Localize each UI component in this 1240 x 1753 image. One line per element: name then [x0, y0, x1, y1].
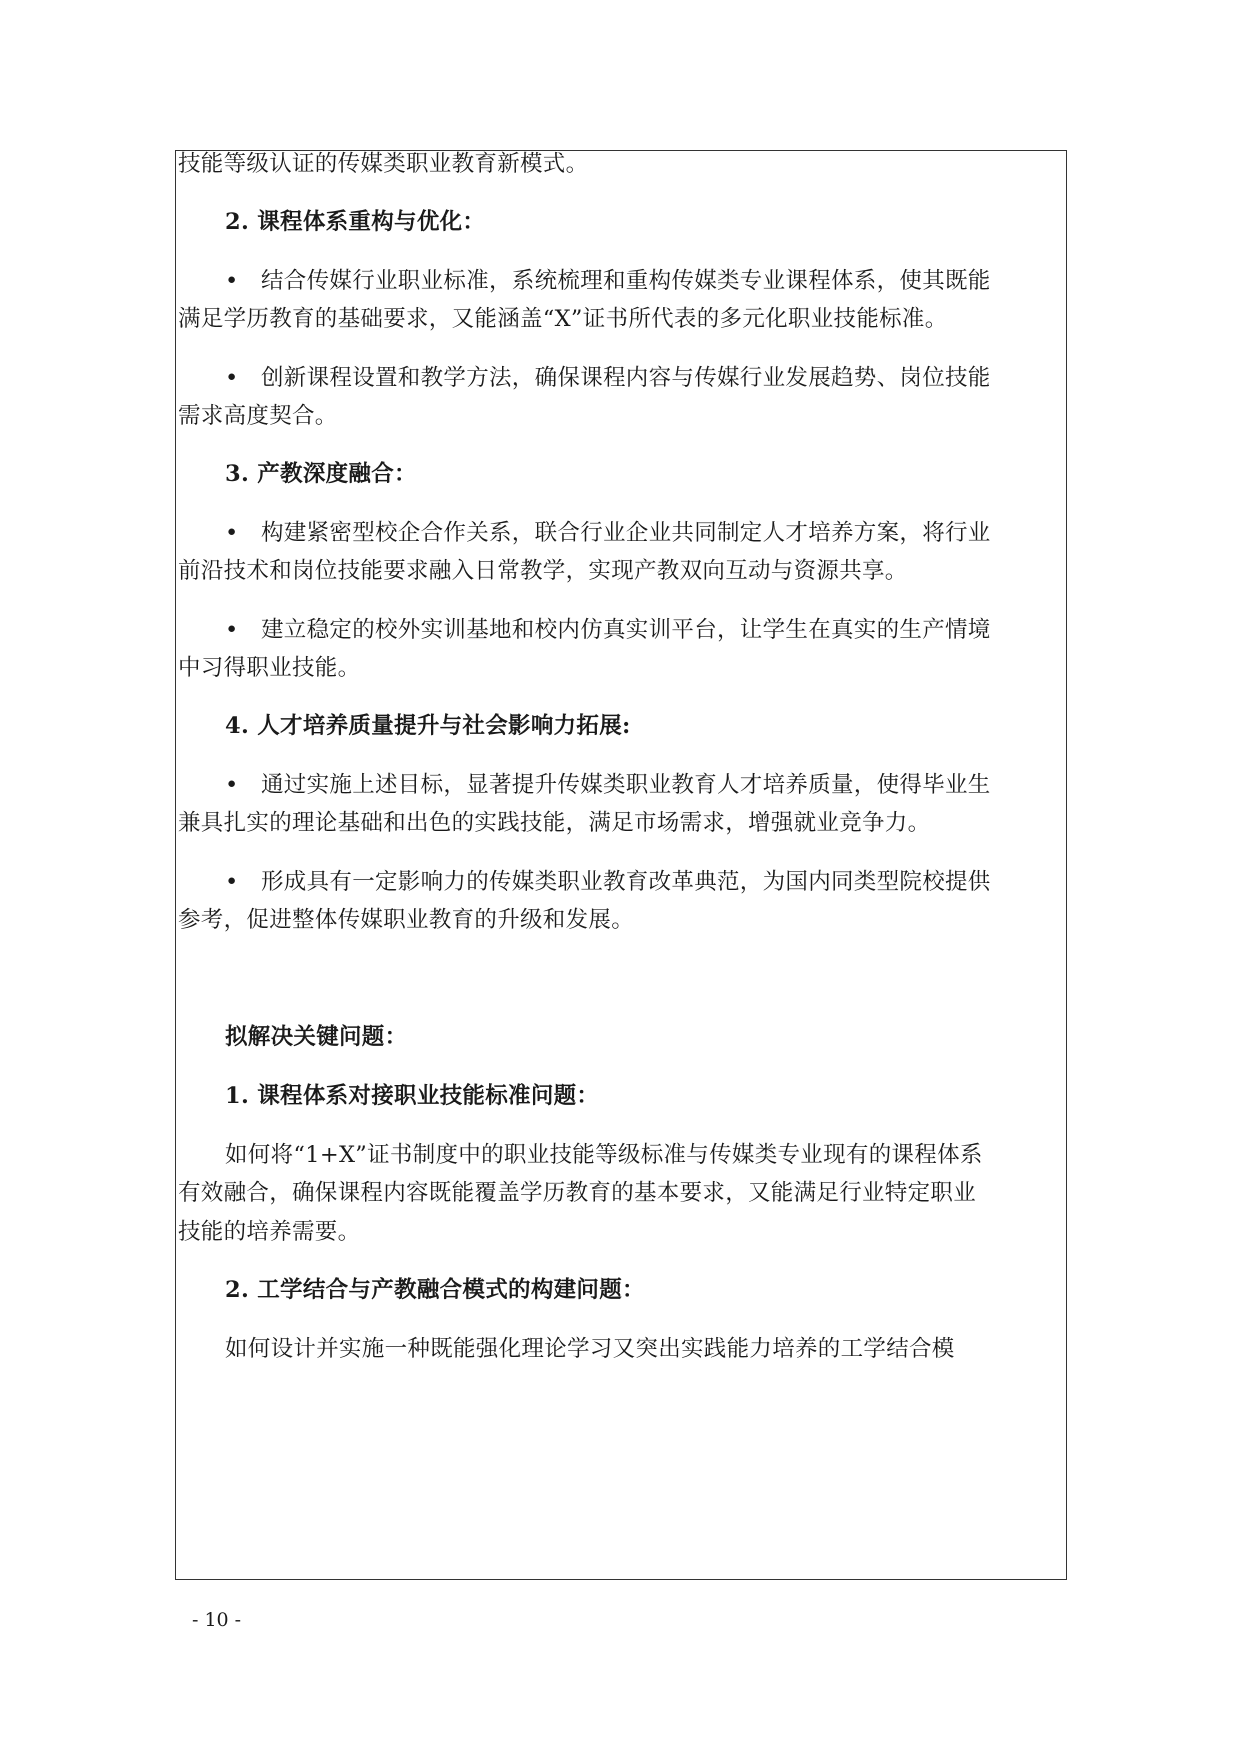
paragraph-line: 有效融合，确保课程内容既能覆盖学历教育的基本要求，又能满足行业特定职业: [178, 1180, 977, 1206]
bullet-icon: •: [225, 520, 239, 546]
paragraph-line: 如何设计并实施一种既能强化理论学习又突出实践能力培养的工学结合模: [225, 1336, 955, 1362]
section-heading-4: 4. 人才培养质量提升与社会影响力拓展:: [225, 713, 631, 739]
bullet-line: • 构建紧密型校企合作关系，联合行业企业共同制定人才培养方案，将行业: [225, 520, 991, 546]
paragraph-line: 如何将“1+X”证书制度中的职业技能等级标准与传媒类专业现有的课程体系: [225, 1142, 983, 1168]
bullet-line: • 结合传媒行业职业标准，系统梳理和重构传媒类专业课程体系，使其既能: [225, 268, 991, 294]
bullet-icon: •: [225, 617, 239, 643]
section-heading-2: 2. 课程体系重构与优化：: [225, 209, 486, 235]
bullet-icon: •: [225, 365, 239, 391]
key-questions-heading: 拟解决关键问题：: [225, 1024, 408, 1050]
paragraph-line: 兼具扎实的理论基础和出色的实践技能，满足市场需求，增强就业竞争力。: [178, 810, 931, 836]
paragraph-line: 满足学历教育的基础要求，又能涵盖“X”证书所代表的多元化职业技能标准。: [178, 306, 948, 332]
bullet-line: • 建立稳定的校外实训基地和校内仿真实训平台，让学生在真实的生产情境: [225, 617, 991, 643]
bullet-icon: •: [225, 772, 239, 798]
bullet-icon: •: [225, 268, 239, 294]
paragraph-line: 中习得职业技能。: [178, 655, 361, 681]
paragraph-line: 技能等级认证的传媒类职业教育新模式。: [178, 151, 589, 177]
question-heading-2: 2. 工学结合与产教融合模式的构建问题：: [225, 1277, 645, 1303]
section-heading-3: 3. 产教深度融合：: [225, 461, 417, 487]
paragraph-line: 前沿技术和岗位技能要求融入日常教学，实现产教双向互动与资源共享。: [178, 558, 908, 584]
bullet-line: • 通过实施上述目标，显著提升传媒类职业教育人才培养质量，使得毕业生: [225, 772, 991, 798]
bullet-icon: •: [225, 869, 239, 895]
bullet-line: • 形成具有一定影响力的传媒类职业教育改革典范，为国内同类型院校提供: [225, 869, 991, 895]
paragraph-line: 技能的培养需要。: [178, 1219, 361, 1245]
paragraph-line: 需求高度契合。: [178, 403, 338, 429]
paragraph-line: 参考，促进整体传媒职业教育的升级和发展。: [178, 907, 635, 933]
page-number: - 10 -: [192, 1609, 242, 1631]
question-heading-1: 1. 课程体系对接职业技能标准问题：: [225, 1083, 600, 1109]
bullet-line: • 创新课程设置和教学方法，确保课程内容与传媒行业发展趋势、岗位技能: [225, 365, 991, 391]
